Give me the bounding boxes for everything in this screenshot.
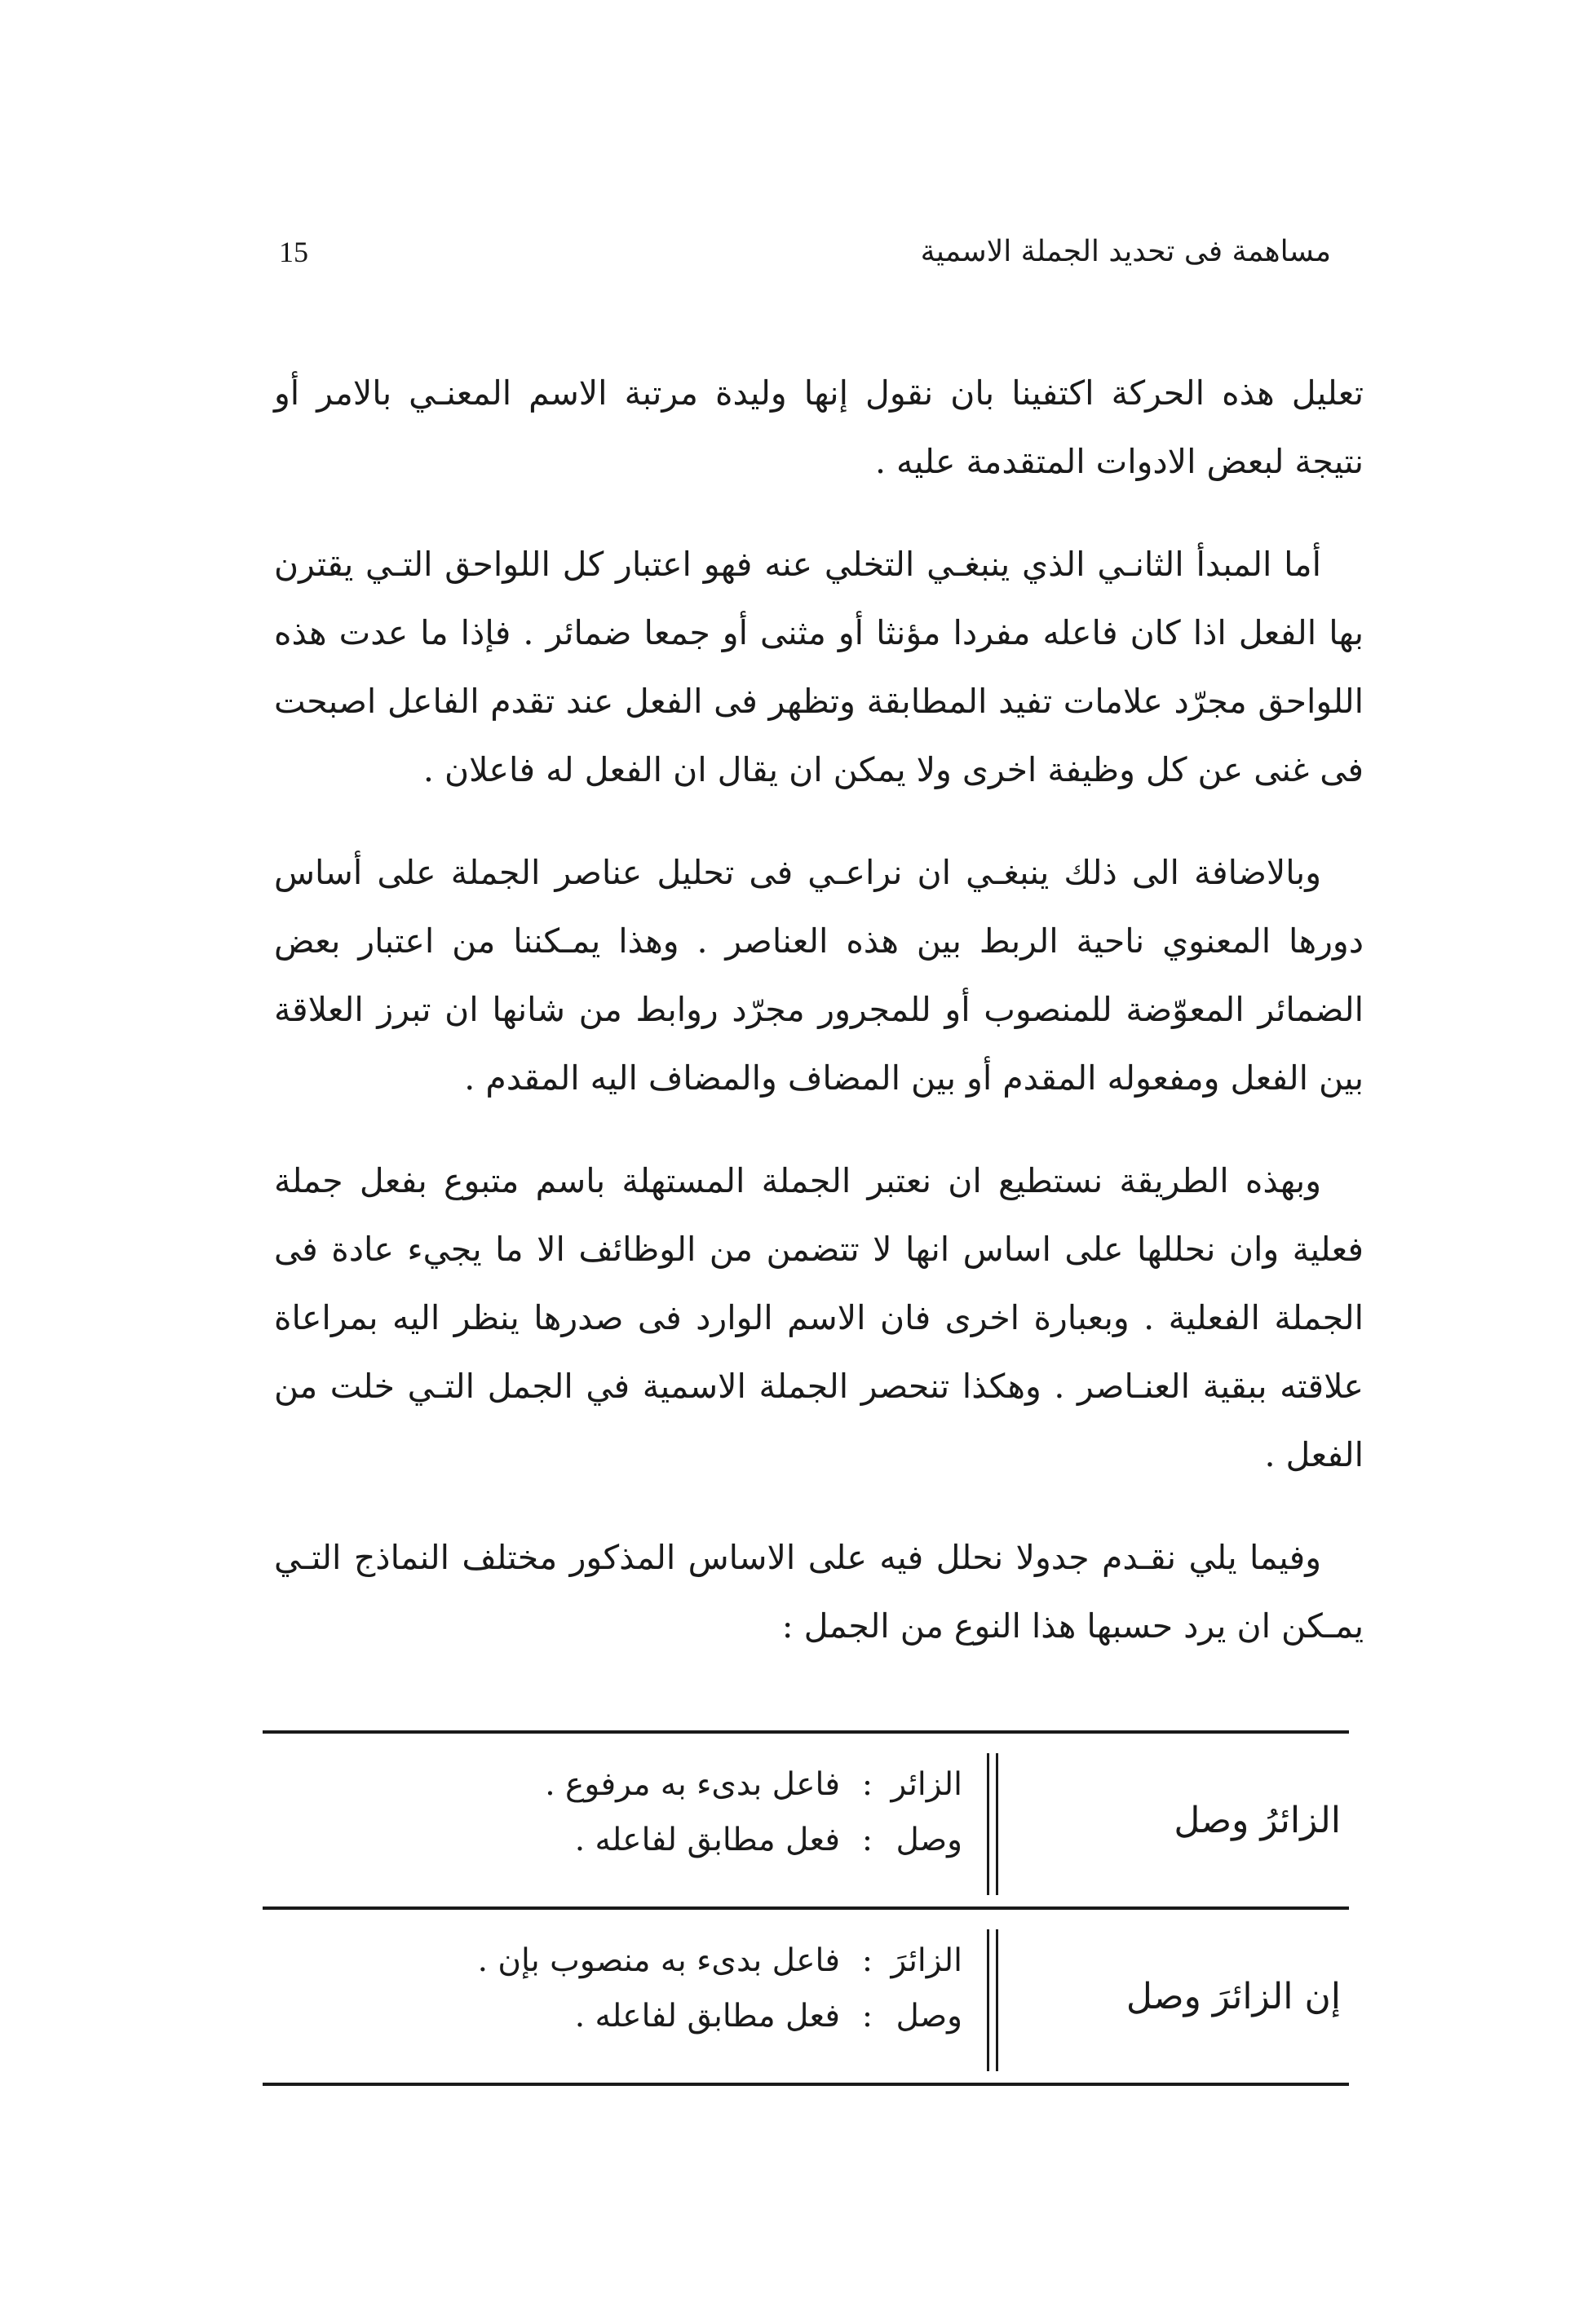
analysis-colon: : xyxy=(861,1821,873,1858)
paragraph-2: أما المبدأ الثانـي الذي ينبغـي التخلي عنه فهو اعتبار كل اللواحق التـي يقترن بها الفعل اذا كان فاعله مفردا مؤنثا أو مثنى أو جمعا ضمائر . فإذا ما عدت هذه اللواحق مجرّد علامات تفيد المطابقة وتظهر فى الفعل عند تقدم الفاعل اصبحت فى غنى عن كل وظيفة اخرى ولا يمكن ان يقال ان الفعل له فاعلان . xyxy=(274,545,1364,789)
analysis-line xyxy=(263,1988,962,2043)
paragraph-3: وبالاضافة الى ذلك ينبغـي ان نراعـي فى تحليل عناصر الجملة على أساس دورها المعنوي ناحية الربط بين هذه العناصر . وهذا يمـكننا من اعتبار بعض الضمائر المعوّضة للمنصوب أو للمجرور مجرّد روابط من شانها ان تبرز العلاقة بين الفعل ومفعوله المقدم أو بين المضاف والمضاف اليه المقدم . xyxy=(274,853,1364,1098)
double-column-divider xyxy=(987,1929,998,2071)
analysis-table xyxy=(263,1730,1349,2086)
page-header xyxy=(274,235,1364,284)
running-title: مساهمة فى تحديد الجملة الاسمية xyxy=(920,235,1331,268)
analysis-description: فاعل بدىء به مرفوع . xyxy=(545,1765,840,1803)
paragraph-5: وفيما يلي نقـدم جدولا نحلل فيه على الاساس المذكور مختلف النماذج التـي يمـكن ان يرد حسبها هذا النوع من الجمل : xyxy=(274,1538,1364,1646)
paragraph-1: تعليل هذه الحركة اكتفينا بان نقول إنها وليدة مرتبة الاسم المعنـي بالامر أو نتيجة لبعض الادوات المتقدمة عليه . xyxy=(274,373,1364,481)
analysis-line xyxy=(263,1812,962,1867)
analysis-description: فعل مطابق لفاعله . xyxy=(574,1997,840,2035)
page-number: 15 xyxy=(279,236,308,268)
analysis-colon: : xyxy=(861,1765,873,1803)
table-bottom-rule xyxy=(263,2083,1349,2086)
example-sentence: إن الزائرَ وصل xyxy=(1125,1975,1341,2017)
table-row xyxy=(263,1910,1349,2083)
analysis-word: وصل xyxy=(896,1821,962,1858)
analysis-cell xyxy=(263,1910,987,2083)
analysis-line xyxy=(263,1933,962,1988)
analysis-description: فاعل بدىء به منصوب بإن . xyxy=(477,1942,840,1979)
analysis-description: فعل مطابق لفاعله . xyxy=(574,1821,840,1858)
analysis-colon: : xyxy=(861,1997,873,2035)
paragraph-4: وبهذه الطريقة نستطيع ان نعتبر الجملة المستهلة باسم متبوع بفعل جملة فعلية وان نحللها على اساس انها لا تتضمن من الوظائف الا ما يجيء عادة فى الجملة الفعلية . وبعبارة اخرى فان الاسم الوارد فى صدرها ينظر اليه بمراعاة علاقته ببقية العنـاصر . وهكذا تنحصر الجملة الاسمية في الجمل التـي خلت من الفعل . xyxy=(274,1161,1364,1474)
analysis-colon: : xyxy=(861,1942,873,1979)
analysis-word: الزائر xyxy=(891,1765,962,1803)
analysis-line xyxy=(263,1756,962,1812)
body-text xyxy=(274,359,1364,1694)
analysis-word: وصل xyxy=(896,1997,962,2035)
double-column-divider xyxy=(987,1753,998,1895)
example-sentence: الزائرُ وصل xyxy=(1174,1799,1341,1841)
table-row xyxy=(263,1734,1349,1906)
analysis-word: الزائرَ xyxy=(891,1942,962,1979)
analysis-cell xyxy=(263,1734,987,1906)
